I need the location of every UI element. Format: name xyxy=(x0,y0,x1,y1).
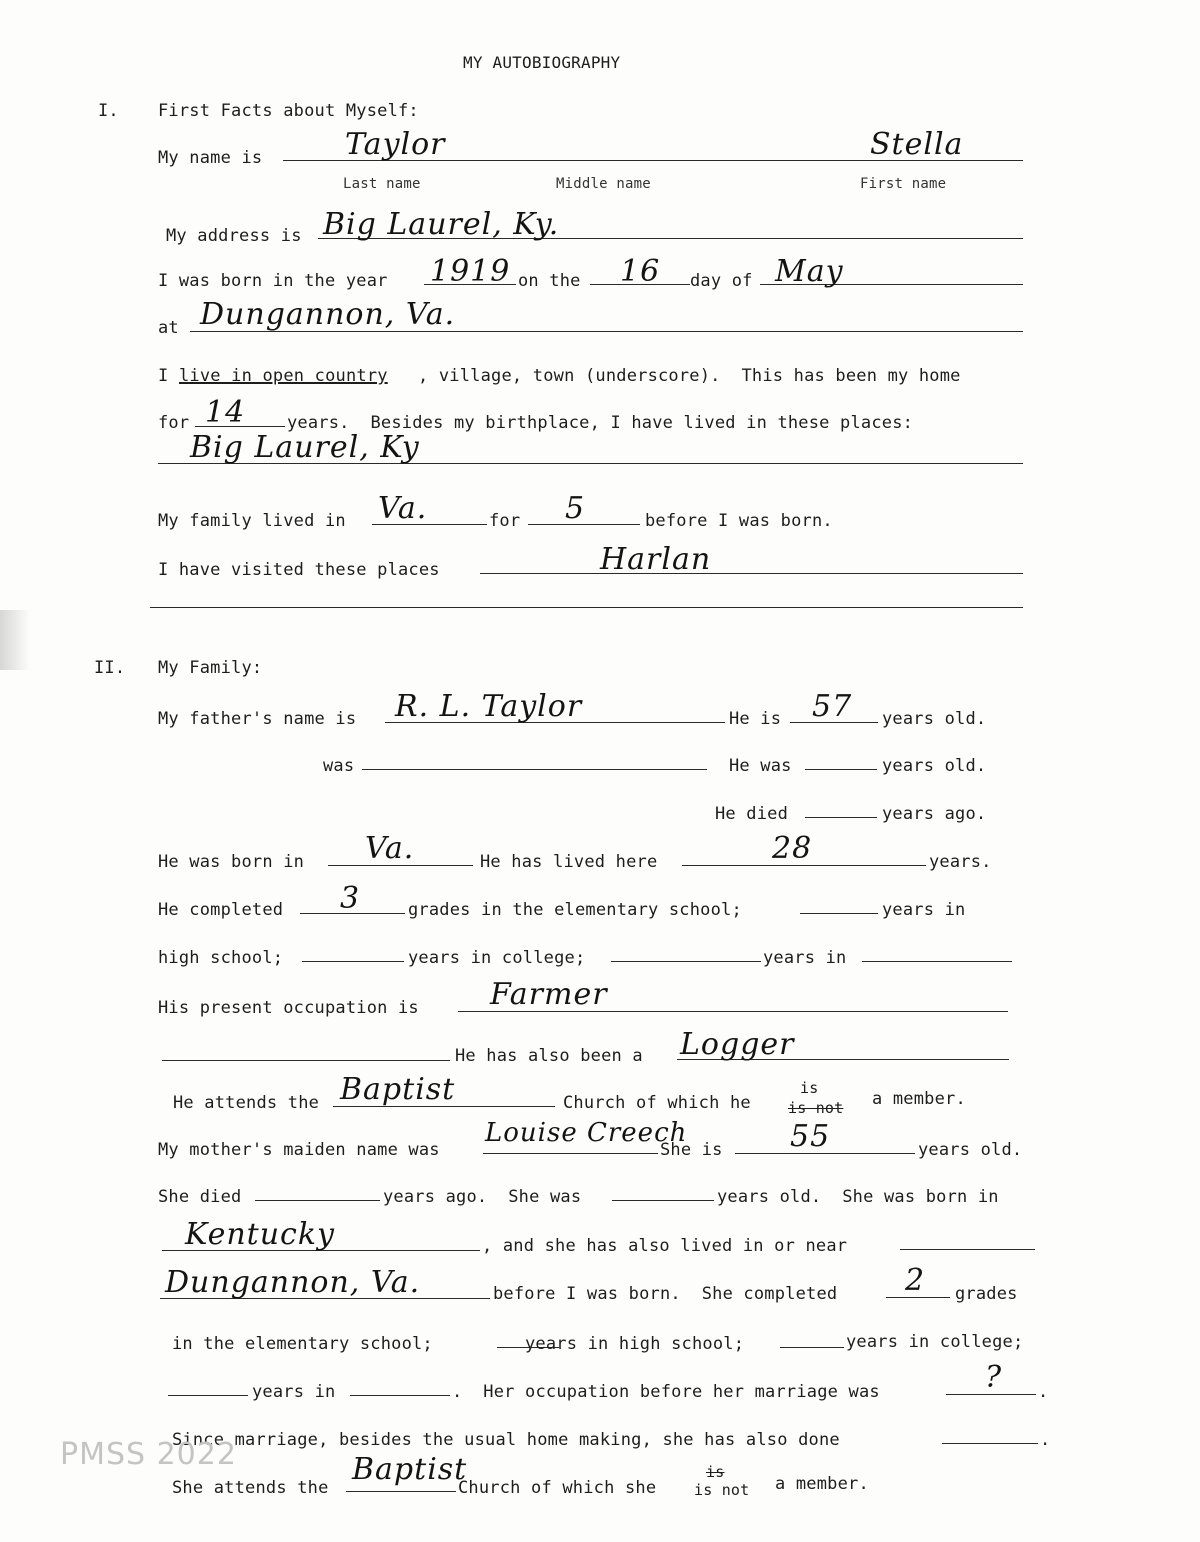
live-in-underlined: live in open country xyxy=(179,366,388,386)
page-title: MY AUTOBIOGRAPHY xyxy=(463,53,621,72)
address-prefix: My address is xyxy=(166,226,302,246)
family-place-value: Va. xyxy=(378,491,428,526)
mother-prefix: My mother's maiden name was xyxy=(158,1140,440,1160)
mother-age-value: 55 xyxy=(790,1119,831,1154)
for-text: for xyxy=(158,413,190,433)
live-in-text-1: I xyxy=(158,366,179,386)
section-1-numeral: I. xyxy=(98,101,119,121)
he-is-text: He is xyxy=(729,709,782,729)
father-years-here-value: 28 xyxy=(772,831,813,866)
he-died-text: He died xyxy=(715,804,789,824)
mother-name-line xyxy=(483,1153,658,1154)
section-2-heading: My Family: xyxy=(158,658,263,678)
address-value: Big Laurel, Ky. xyxy=(323,207,560,242)
mother-birthplace-value: Kentucky xyxy=(185,1217,335,1252)
father-name-value: R. L. Taylor xyxy=(395,689,583,724)
occupation-prefix: His present occupation is xyxy=(158,998,419,1018)
he-born-in-text: He was born in xyxy=(158,852,305,872)
she-was-line xyxy=(612,1200,714,1201)
years-end-text: years. xyxy=(929,852,992,872)
live-in-text-2: , village, town (underscore). This has been my home xyxy=(418,366,961,386)
years-high-text: years in high school; xyxy=(525,1334,745,1354)
also-lived-line xyxy=(900,1249,1035,1250)
name-prefix: My name is xyxy=(158,148,263,168)
years-in-3-text: years in xyxy=(252,1382,336,1402)
mother-other-place-value: Dungannon, Va. xyxy=(165,1265,421,1300)
scan-smudge xyxy=(0,610,30,670)
birth-year-value: 1919 xyxy=(430,254,511,289)
he-was-text: He was xyxy=(729,756,792,776)
section-1-heading: First Facts about Myself: xyxy=(158,101,419,121)
occupation-cont-line xyxy=(162,1060,450,1061)
years-in-line xyxy=(800,913,878,914)
also-been-text: He has also been a xyxy=(455,1046,643,1066)
years-in-college-text: years in college; xyxy=(408,948,586,968)
section-2-numeral: II. xyxy=(94,658,126,678)
other-places-value: Big Laurel, Ky xyxy=(190,430,420,465)
is-small-text: is xyxy=(800,1079,819,1097)
in-elem-text: in the elementary school; xyxy=(172,1334,433,1354)
since-marriage-line xyxy=(942,1443,1038,1444)
is-struck-text: is xyxy=(706,1463,725,1481)
birthplace-value: Dungannon, Va. xyxy=(200,297,456,332)
is-not-text: is not xyxy=(694,1481,750,1499)
visited-value: Harlan xyxy=(600,542,712,577)
was-text: was xyxy=(323,756,355,776)
high-school-line xyxy=(302,961,404,962)
a-member-2-text: a member. xyxy=(775,1474,869,1494)
visited-line xyxy=(480,573,1023,574)
he-was-line xyxy=(805,769,877,770)
he-died-line xyxy=(805,817,877,818)
she-died-line xyxy=(255,1200,380,1201)
she-attends-text: She attends the xyxy=(172,1478,329,1498)
mother-grades-value: 2 xyxy=(905,1263,926,1298)
years-ago-2-text: years ago. She was xyxy=(383,1187,582,1207)
day-of-text: day of xyxy=(690,271,753,291)
years-in-2-text: years in xyxy=(763,948,847,968)
family-lived-text: My family lived in xyxy=(158,511,346,531)
last-name-value: Taylor xyxy=(345,127,446,162)
mother-high-line xyxy=(780,1347,844,1348)
visited-prefix: I have visited these places xyxy=(158,560,440,580)
middle-name-label: Middle name xyxy=(556,176,651,192)
at-text: at xyxy=(158,318,179,338)
born-prefix: I was born in the year xyxy=(158,271,388,291)
years-in-3-line xyxy=(350,1395,450,1396)
occupation-before-text: . Her occupation before her marriage was xyxy=(452,1382,880,1402)
on-the-text: on the xyxy=(518,271,581,291)
for2-text: for xyxy=(489,511,521,531)
since-marriage-text: Since marriage, besides the usual home making, she has also done xyxy=(172,1430,840,1450)
besides-text: years. Besides my birthplace, I have lived in these places: xyxy=(287,413,914,433)
occupation-value: Farmer xyxy=(490,977,608,1012)
first-name-label: First name xyxy=(860,176,947,192)
church-she-text: Church of which she xyxy=(458,1478,657,1498)
mother-church-line xyxy=(346,1491,456,1492)
father-age-value: 57 xyxy=(812,689,853,724)
mother-college-years-line xyxy=(168,1395,248,1396)
first-name-value: Stella xyxy=(870,127,964,162)
years-old-born-text: years old. She was born in xyxy=(717,1187,999,1207)
years-in-text: years in xyxy=(882,900,966,920)
years-home-value: 14 xyxy=(205,395,246,430)
mother-church-value: Baptist xyxy=(352,1452,468,1487)
grades-elem-text: grades in the elementary school; xyxy=(408,900,742,920)
also-occupation-value: Logger xyxy=(680,1027,795,1062)
last-name-label: Last name xyxy=(343,176,421,192)
completed-text: He completed xyxy=(158,900,284,920)
birth-day-value: 16 xyxy=(620,254,661,289)
period-text: . xyxy=(1038,1382,1049,1402)
before-born-completed-text: before I was born. She completed xyxy=(493,1284,838,1304)
attends-text: He attends the xyxy=(173,1093,320,1113)
a-member-text: a member. xyxy=(872,1089,966,1109)
grades-text: grades xyxy=(955,1284,1018,1304)
lived-here-text: He has lived here xyxy=(480,852,658,872)
college-line xyxy=(611,961,761,962)
years-ago-text: years ago. xyxy=(882,804,987,824)
mother-name-value: Louise Creech xyxy=(485,1118,688,1148)
years-old-3-text: years old. xyxy=(918,1140,1023,1160)
father-birthplace-value: Va. xyxy=(365,831,415,866)
pmss-watermark: PMSS 2022 xyxy=(60,1437,237,1472)
is-not-struck-text: is not xyxy=(788,1099,844,1117)
birth-month-value: May xyxy=(775,254,844,289)
period-2-text: . xyxy=(1040,1430,1051,1450)
years-old-2-text: years old. xyxy=(882,756,987,776)
years-in-2-line xyxy=(862,961,1012,962)
was-line xyxy=(362,769,707,770)
high-school-text: high school; xyxy=(158,948,284,968)
visited-line-2 xyxy=(150,607,1023,608)
also-lived-text: , and she has also lived in or near xyxy=(482,1236,848,1256)
father-grades-value: 3 xyxy=(340,881,361,916)
years-college-text: years in college; xyxy=(846,1332,1024,1352)
years-old-text: years old. xyxy=(882,709,987,729)
church-of-which-text: Church of which he xyxy=(563,1093,751,1113)
before-born-text: before I was born. xyxy=(645,511,833,531)
she-died-text: She died xyxy=(158,1187,242,1207)
father-church-value: Baptist xyxy=(340,1072,456,1107)
father-prefix: My father's name is xyxy=(158,709,357,729)
family-years-value: 5 xyxy=(565,491,586,526)
mother-occupation-value: ? xyxy=(985,1360,1003,1395)
she-is-text: She is xyxy=(660,1140,723,1160)
